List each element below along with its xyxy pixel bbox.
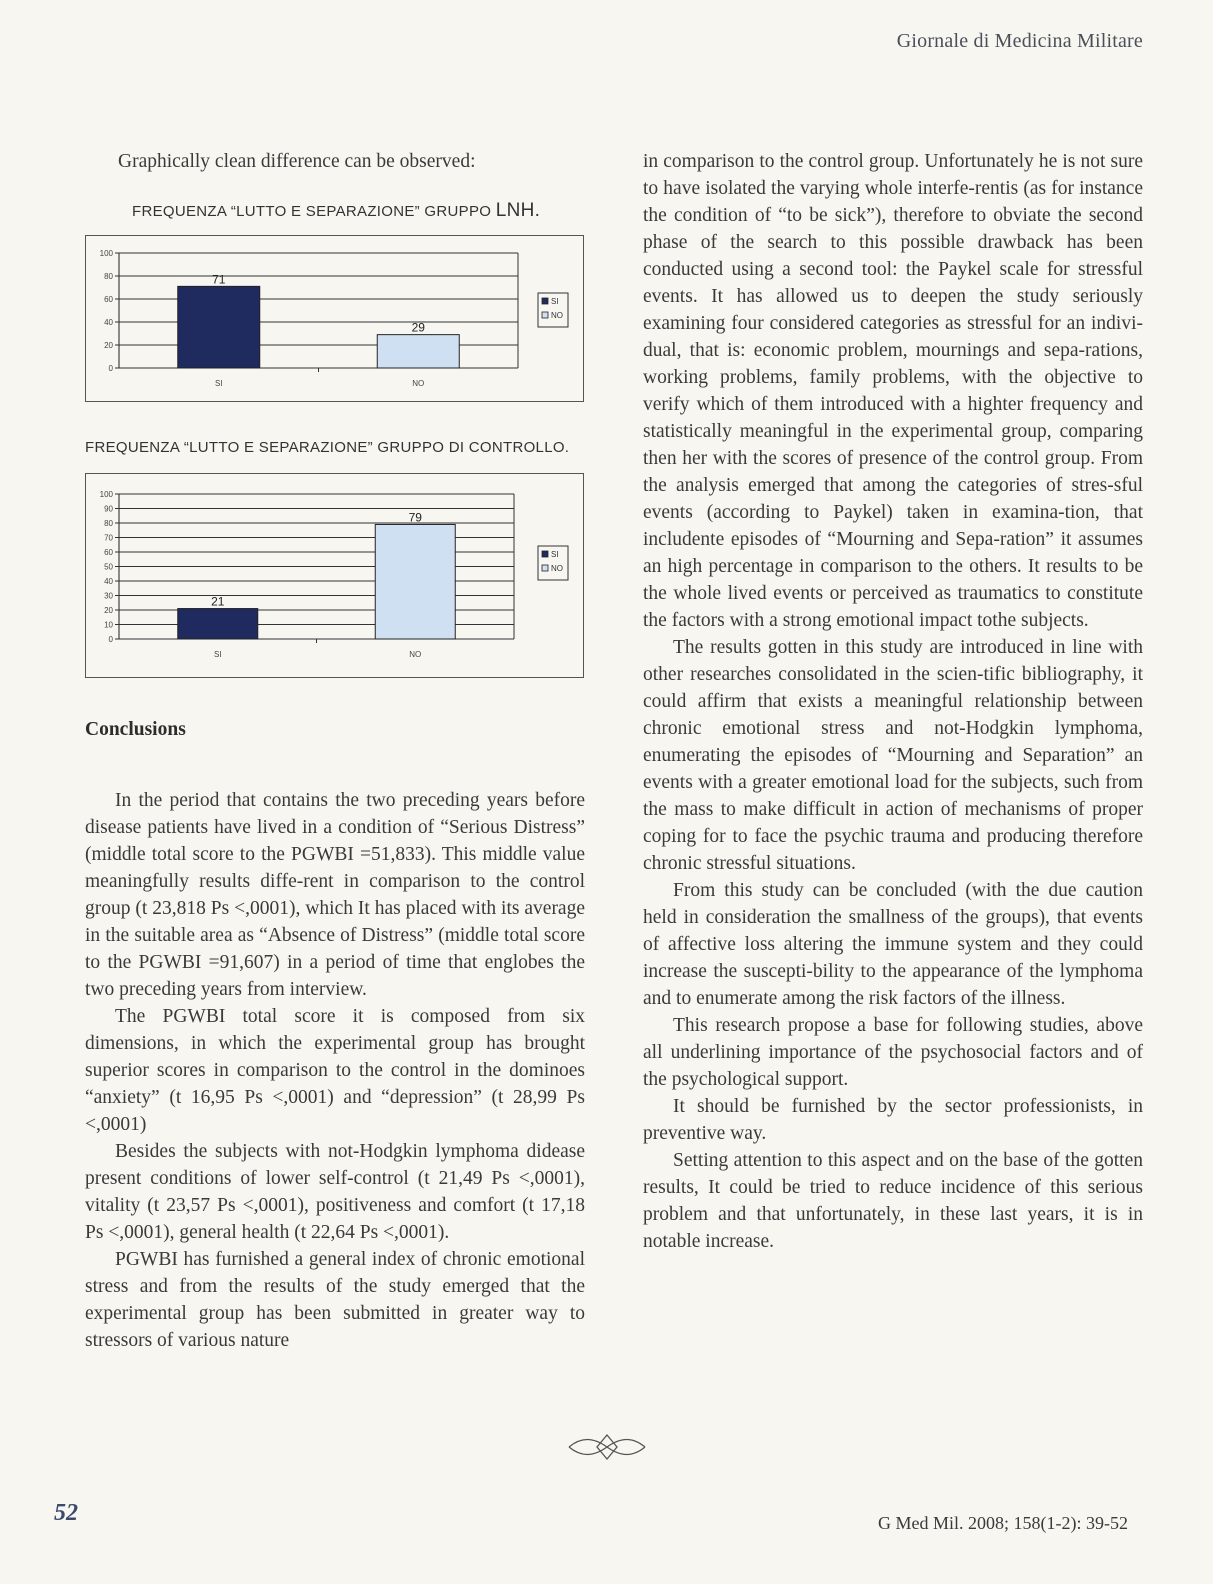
right-paragraph-3: From this study can be concluded (with the due caution held in consideration the smallness of the groups), that events of affective loss altering the immune system and they could increase the suscepti-bility to the appearance of the lymphoma and to enumerate among the risk factors of the illness. <box>643 880 1143 1009</box>
chart-lnh <box>85 235 584 402</box>
y-tick-label: 80 <box>104 519 113 528</box>
chart-control-svg <box>86 474 583 677</box>
legend-label: SI <box>551 297 559 306</box>
journal-header: Giornale di Medicina Militare <box>896 30 1143 52</box>
y-tick-label: 60 <box>104 295 113 304</box>
intro-text: Graphically clean difference can be observed: <box>118 151 476 172</box>
left-paragraph-1: In the period that contains the two preceding years before disease patients have lived in a condition of “Serious Distress” (middle total score to the PGWBI =51,833). This middle value meaningfully results diffe-rent in comparison to the control group (t 23,818 Ps <,0001), which It has placed with its average in the suitable area as “Absence of Distress” (middle total score to the PGWBI =91,607) in a period of time that englobes the two preceding years from interview. <box>85 790 585 1000</box>
legend-label: SI <box>551 550 559 559</box>
ornament-divider <box>567 1432 647 1462</box>
bar-value-label: 71 <box>212 272 226 287</box>
y-tick-label: 0 <box>108 635 113 644</box>
y-tick-label: 100 <box>99 490 113 499</box>
bar-value-label: 29 <box>411 320 425 335</box>
legend-swatch <box>542 565 548 571</box>
y-tick-label: 0 <box>108 364 113 373</box>
chart-control <box>85 473 584 678</box>
y-tick-label: 10 <box>104 620 113 630</box>
y-tick-label: 60 <box>104 548 113 557</box>
journal-citation: G Med Mil. 2008; 158(1-2): 39-52 <box>878 1513 1128 1533</box>
section-title: Conclusions <box>85 719 186 740</box>
right-column <box>643 148 1143 1255</box>
legend-label: NO <box>551 564 563 573</box>
left-column <box>85 148 585 1354</box>
legend-swatch <box>542 551 548 557</box>
x-category-label: NO <box>412 379 425 388</box>
left-paragraph-4: PGWBI has furnished a general index of chronic emotional stress and from the results of the study emerged that the experimental group has been submitted in greater way to stressors of various nature <box>85 1249 585 1351</box>
chart1-caption-lnh: LNH. <box>495 200 541 221</box>
right-paragraph-4: This research propose a base for following studies, above all underlining importance of the psychosocial factors and of the psychological support. <box>643 1015 1143 1090</box>
x-category-label: SI <box>213 650 222 659</box>
page-number: 52 <box>54 1500 78 1526</box>
y-tick-label: 100 <box>99 249 113 258</box>
y-tick-label: 20 <box>104 341 113 350</box>
y-tick-label: 90 <box>104 504 113 514</box>
x-category-label: SI <box>214 379 223 388</box>
y-tick-label: 20 <box>104 606 113 615</box>
legend-label: NO <box>551 311 563 320</box>
bar-value-label: 21 <box>211 594 225 609</box>
legend-swatch <box>542 312 548 318</box>
chart1-caption-text: FREQUENZA “LUTTO E SEPARAZIONE” GRUPPO <box>132 203 492 220</box>
bar-si <box>178 286 260 368</box>
bar-no <box>377 335 459 368</box>
y-tick-label: 80 <box>104 272 113 281</box>
legend-swatch <box>542 298 548 304</box>
right-paragraph-6: Setting attention to this aspect and on the base of the gotten results, It could be tried to reduce incidence of this serious problem and that unfortunately, in these last years, it is in notable increase. <box>643 1150 1143 1252</box>
right-paragraph-1: in comparison to the control group. Unfortunately he is not sure to have isolated the varying whole interfe-rentis (as for instance the condition of “to be sick”), therefore to obviate the second phase of the search to this possible drawback has been conducted using a second tool: the Paykel scale for stressful events. It has allowed us to deepen the study seriously examining four considered categories as stressful for an indivi-dual, that is: economic problem, mournings and sepa-rations, working problems, family problems, with the objective to verify which of them introduced with a highter frequency and statistically meaningful in the experimental group, comparing then her with the scores of presence of the control group. From the analysis emerged that among the categories of stres-sful events (according to Paykel) taken in examina-tion, that includente episodes of “Mourning and Sepa-ration” it assumes an high percentage in comparison to the others. It results to be the whole lived events or perceived as traumatics to constitute the factors with a strong emotional impact tothe subjects. <box>643 151 1143 631</box>
right-paragraph-2: The results gotten in this study are introduced in line with other researches consolidated in the scien-tific bibliography, it could affirm that exists a meaningful relationship between chronic emotional stress and not-Hodgkin lymphoma, enumerating the episodes of “Mourning and Separation” an events with a greater emotional load for the subjects, such from the mass to make difficult in action of mechanisms of proper coping for to face the psychic trauma and producing therefore chronic stressful situations. <box>643 637 1143 874</box>
y-tick-label: 50 <box>104 562 113 572</box>
x-category-label: NO <box>409 650 422 659</box>
chart-lnh-svg <box>86 236 583 401</box>
y-tick-label: 40 <box>104 577 113 586</box>
left-paragraph-3: Besides the subjects with not-Hodgkin lymphoma didease present conditions of lower self-control (t 21,49 Ps <,0001), vitality (t 23,57 Ps <,0001), positiveness and comfort (t 17,18 Ps <,0001), general health (t 22,64 Ps <,0001). <box>85 1141 585 1243</box>
y-tick-label: 30 <box>104 591 113 601</box>
bar-no <box>375 524 455 639</box>
bar-value-label: 79 <box>408 510 422 525</box>
left-paragraph-2: The PGWBI total score it is composed from six dimensions, in which the experimental group has brought superior scores in comparison to the control in the dominoes “anxiety” (t 16,95 Ps <,0001) and “depression” (t 28,99 Ps <,0001) <box>85 1006 585 1135</box>
chart1-caption <box>132 197 585 225</box>
right-paragraph-5: It should be furnished by the sector professionists, in preventive way. <box>643 1096 1143 1144</box>
bar-si <box>178 609 258 639</box>
chart2-caption: FREQUENZA “LUTTO E SEPARAZIONE” GRUPPO DI CONTROLLO. <box>85 439 570 456</box>
y-tick-label: 70 <box>104 533 113 543</box>
y-tick-label: 40 <box>104 318 113 327</box>
